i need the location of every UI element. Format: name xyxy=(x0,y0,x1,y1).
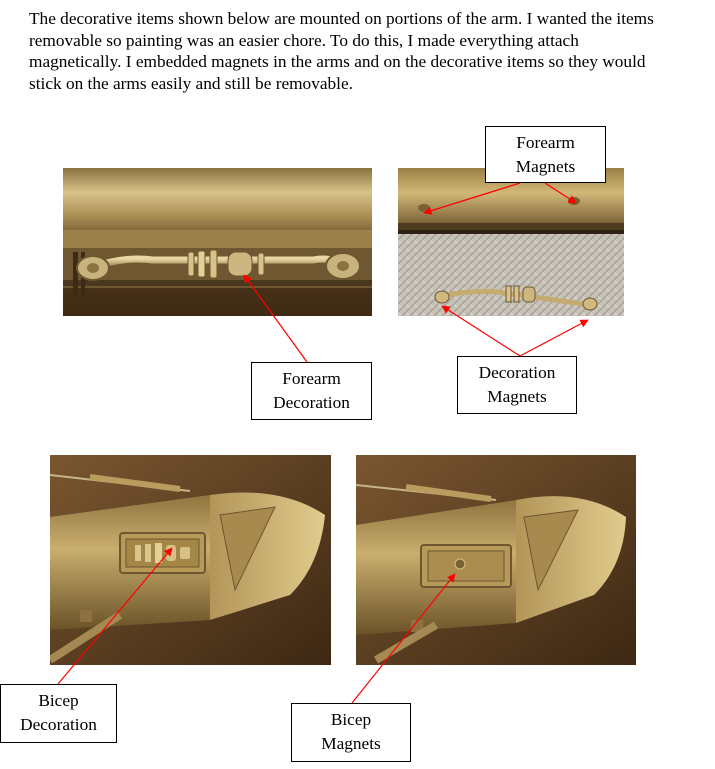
callout-bicep-magnets xyxy=(291,703,411,762)
callout-forearm-magnets-line2: Magnets xyxy=(515,157,576,176)
callout-forearm-magnets xyxy=(485,126,606,183)
callout-bicep-magnets-line2: Magnets xyxy=(321,734,381,753)
callout-decoration-magnets xyxy=(457,356,577,414)
intro-paragraph: The decorative items shown below are mounted on portions of the arm. I wanted the items removable so painting was an easier chore. To do this, I made everything attach magnetically. I embedded magnets in the arms and on the decorative items so they would stick on the arms easily and still be removable. xyxy=(29,9,654,93)
callout-bicep-decoration-line2: Decoration xyxy=(20,715,97,734)
callout-bicep-magnets-line1: Bicep xyxy=(330,710,372,729)
callout-forearm-decoration-line2: Decoration xyxy=(273,393,350,412)
callout-forearm-magnets-line1: Forearm xyxy=(516,133,575,152)
forearm-magnets-photo xyxy=(398,168,624,316)
forearm-decoration-photo xyxy=(63,168,372,316)
callout-bicep-decoration-line1: Bicep xyxy=(38,691,79,710)
callout-decoration-magnets-line1: Decoration xyxy=(478,363,556,382)
callout-forearm-decoration-line1: Forearm xyxy=(282,369,341,388)
arrow-decoration-magnets-right xyxy=(520,320,588,356)
bicep-magnets-photo xyxy=(356,455,636,665)
callout-bicep-decoration xyxy=(0,684,117,743)
callout-decoration-magnets-line2: Magnets xyxy=(487,387,547,406)
callout-forearm-decoration xyxy=(251,362,372,420)
bicep-decoration-photo xyxy=(50,455,331,665)
